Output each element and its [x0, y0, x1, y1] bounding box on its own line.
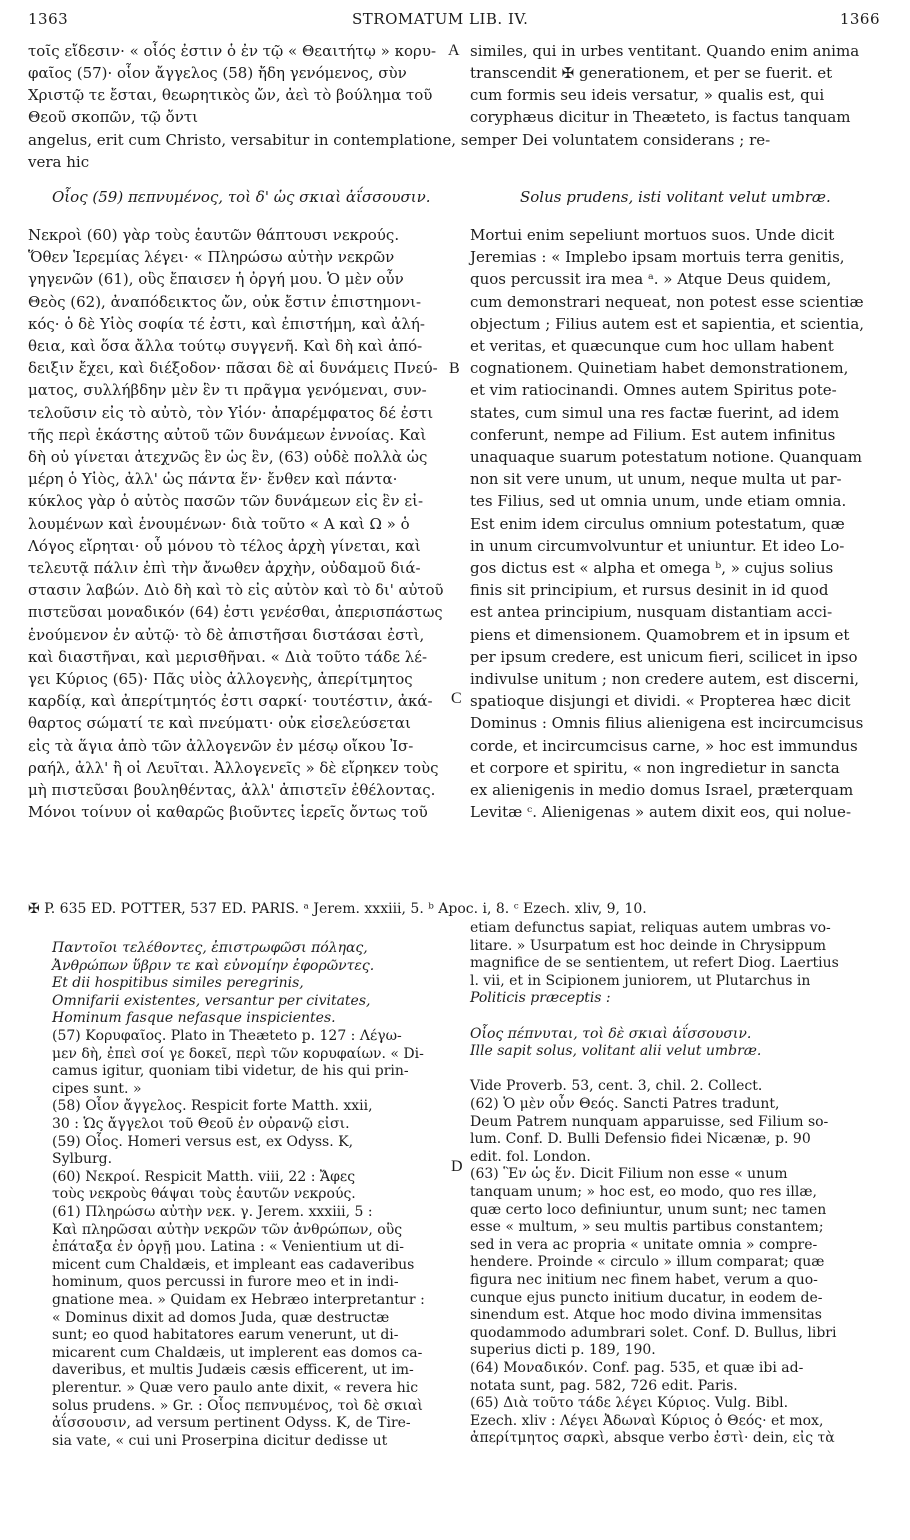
text-line: quodammodo adumbrari solet. Conf. D. Bullus, libri [470, 1324, 837, 1341]
text-line: Omnifarii existentes, versantur per civitates, [52, 992, 371, 1009]
text-line: (57) Κορυφαῖος. Plato in Theæteto p. 127 : Λέγω- [52, 1028, 402, 1044]
reference-line: ✠ P. 635 ED. POTTER, 537 ED. PARIS. ᵃ Jerem. xxxiii, 5. ᵇ Apoc. i, 8. ᶜ Ezech. xliv, 9, 10. [28, 901, 647, 917]
text-line: gnatione mea. » Quidam ex Hebræo interpretantur : [52, 1292, 425, 1308]
text-line: ἀπερίτμητος σαρκὶ, absque verbo ἐστὶ· dein, εἰς τὰ [470, 1430, 835, 1447]
text-line: sinendum est. Atque hoc modo divina immensitas [470, 1307, 822, 1324]
text-line: Μόνοι τοίνυν οἱ καθαρῶς βιοῦντες ἱερεῖς ὄντως τοῦ [28, 803, 428, 822]
text-line: φαῖος (57)· οἷον ἄγγελος (58) ἤδη γενόμενος, σὺν [28, 64, 407, 82]
page-number-left: 1363 [28, 10, 69, 28]
text-line: Vide Proverb. 53, cent. 3, chil. 2. Collect. [470, 1078, 763, 1095]
text-line: et vim ratiocinandi. Omnes autem Spiritus pote- [470, 381, 837, 400]
text-line: Θεοῦ σκοπῶν, τῷ ὄντι [28, 108, 199, 126]
text-line: lum. Conf. D. Bulli Defensio fidei Nicænæ, p. 90 [470, 1131, 811, 1148]
text-line: (60) Νεκροί. Respicit Matth. viii, 22 : Ἄφες [52, 1168, 356, 1185]
text-line: Ezech. xliv : Λέγει Ἀδωναὶ Κύριος ὁ Θεός· et mox, [470, 1412, 824, 1429]
text-line: (65) Διὰ τοῦτο τάδε λέγει Κύριος. Vulg. Bibl. [470, 1395, 789, 1412]
text-line: est antea principium, nusquam distantiam acci- [470, 603, 833, 622]
text-line: Hominum fasque nefasque inspicientes. [52, 1010, 336, 1027]
text-line: δὴ οὐ γίνεται ἀτεχνῶς ἓν ὡς ἓν, (63) οὐδὲ πολλὰ ὡς [28, 448, 428, 466]
text-line-full: vera hic [28, 153, 90, 171]
text-line: (62) Ὁ μὲν οὖν Θεός. Sancti Patres tradunt, [470, 1096, 780, 1112]
text-line: Ὅθεν Ἱερεμίας λέγει· « Πληρώσω αὐτὴν νεκρῶν [28, 248, 395, 267]
text-line: Λόγος εἴρηται· οὗ μόνου τὸ τέλος ἀρχὴ γίνεται, καὶ [28, 536, 421, 555]
text-line: Levitæ ᶜ. Alienigenas » autem dixit eos, qui nolue- [470, 803, 852, 822]
text-line: corde, et incircumcisus carne, » hoc est immundus [470, 736, 858, 755]
text-line: indivulse unitum ; non credere autem, est discerni, [470, 670, 860, 688]
text-line: μὴ πιστεῦσαι βουληθέντας, ἀλλ' ἀπιστεῖν ἐθέλοντας. [28, 781, 436, 799]
text-line: states, cum simul una res factæ fuerint, ad idem [470, 403, 840, 422]
text-line: Ἀνθρώπων ὕβριν τε καὶ εὐνομίην ἐφορῶντες. [52, 957, 375, 974]
text-line: (58) Οἷον ἄγγελος. Respicit forte Matth. xxii, [52, 1098, 373, 1115]
text-line: τελοῦσιν εἰς τὸ αὐτὸ, τὸν Υἱόν· ἀπαρέμφατος δέ ἐστι [28, 403, 434, 422]
margin-letter-b: B [449, 360, 460, 377]
text-line: similes, qui in urbes ventitant. Quando enim anima [470, 42, 860, 60]
text-line: γει Κύριος (65)· Πᾶς υἱὸς ἀλλογενὴς, ἀπερίτμητος [28, 670, 413, 688]
text-line: Est enim idem circulus omnium potestatum, quæ [470, 514, 845, 533]
text-line: καρδίᾳ, καὶ ἀπερίτμητός ἐστι σαρκί· τουτέστιν, ἀκά- [28, 692, 433, 711]
text-line: sed in vera ac propria « unitate omnia » compre- [470, 1236, 818, 1253]
text-line: Mortui enim sepeliunt mortuos suos. Unde dicit [470, 226, 835, 244]
text-line: Καὶ πληρῶσαι αὐτὴν νεκρῶν τῶν ἀνθρώπων, οὓς [52, 1221, 403, 1238]
text-line: unaquaque suarum potestatum notione. Quanquam [470, 448, 862, 466]
text-line: spatioque disjungi et dividi. « Propterea hæc dicit [470, 692, 851, 711]
text-line: gos dictus est « alpha et omega ᵇ, » cujus solius [470, 559, 834, 577]
text-line: Παντοῖοι τελέθοντες, ἐπιστρωφῶσι πόληας, [52, 940, 368, 956]
text-line: Οἷος πέπνυται, τοὶ δὲ σκιαὶ ἀΐσσουσιν. [470, 1025, 752, 1042]
text-line: hominum, quos percussi in furore meo et in indi- [52, 1274, 399, 1291]
text-line: Politicis præceptis : [470, 990, 611, 1007]
text-line: στασιν λαβών. Διὸ δὴ καὶ τὸ εἰς αὐτὸν καὶ τὸ δι' αὐτοῦ [28, 581, 444, 600]
text-line: τελευτᾷ πάλιν ἐπὶ τὴν ἄνωθεν ἀρχὴν, οὐδαμοῦ διά- [28, 559, 421, 577]
margin-letter-c: C [451, 690, 462, 707]
text-line: (63) Ἓν ὡς ἕν. Dicit Filium non esse « unum [470, 1166, 788, 1183]
text-line: 30 : Ὡς ἄγγελοι τοῦ Θεοῦ ἐν οὐρανῷ εἰσι. [52, 1116, 350, 1132]
margin-letter-d: D [451, 1158, 463, 1175]
text-line: superius dicti p. 189, 190. [470, 1342, 656, 1359]
text-line: solus prudens. » Gr. : Οἷος πεπνυμένος, τοὶ δὲ σκιαὶ [52, 1397, 423, 1414]
text-line: (64) Μοναδικόν. Conf. pag. 535, et quæ ibi ad- [470, 1360, 804, 1376]
text-line: objectum ; Filius autem est et sapientia, et scientia, [470, 314, 865, 333]
text-line: Νεκροὶ (60) γὰρ τοὺς ἑαυτῶν θάπτουσι νεκρούς. [28, 226, 400, 244]
text-line: Χριστῷ τε ἔσται, θεωρητικὸς ὤν, ἀεὶ τὸ βούλημα τοῦ [28, 86, 433, 104]
text-line: (59) Οἷος. Homeri versus est, ex Odyss. K, [52, 1133, 354, 1150]
text-line: camus igitur, quoniam tibi videtur, de his qui prin- [52, 1063, 409, 1080]
verse-latin: Solus prudens, isti volitant velut umbræ. [520, 188, 831, 206]
text-line: in unum circumvolvuntur et uniuntur. Et ideo Lo- [470, 536, 845, 555]
text-line: hendere. Proinde « circulo » illum comparat; quæ [470, 1254, 825, 1271]
text-line: πιστεῦσαι μοναδικόν (64) ἐστι γενέσθαι, ἀπερισπάστως [28, 603, 443, 622]
text-line: per ipsum credere, est unicum fieri, scilicet in ipso [470, 647, 858, 666]
text-line: sunt; eo quod habitatores earum venerunt, ut di- [52, 1327, 399, 1344]
text-line: micent cum Chaldæis, et impleant eas cadaveribus [52, 1256, 415, 1273]
text-line: magnifice de se sentientem, ut refert Diog. Laertius [470, 955, 839, 972]
text-line: sia vate, « cui uni Proserpina dicitur dedisse ut [52, 1432, 388, 1449]
text-line: καὶ διαστῆναι, καὶ μερισθῆναι. « Διὰ τοῦτο τάδε λέ- [28, 647, 428, 666]
text-line: θεια, καὶ ὅσα ἄλλα τούτῳ συγγενῆ. Καὶ δὴ καὶ ἀπό- [28, 337, 423, 355]
text-line: ἐπάταξα ἐν ὀργῇ μου. Latina : « Venientium ut di- [52, 1239, 405, 1256]
text-line: tanquam unum; » hoc est, eo modo, quo res illæ, [470, 1184, 817, 1200]
text-line: cognationem. Quinetiam habet demonstrationem, [470, 359, 849, 378]
text-line: tes Filius, sed ut omnia unum, unde etiam omnia. [470, 492, 847, 511]
text-line: esse « multum, » seu multis partibus constantem; [470, 1219, 824, 1236]
margin-letter-a: A [448, 42, 460, 59]
text-line: cipes sunt. » [52, 1080, 142, 1097]
text-line: ἑνούμενον ἐν αὐτῷ· τὸ δὲ ἀπιστῆσαι διστάσαι ἐστὶ, [28, 625, 425, 644]
text-line: Θεὸς (62), ἀναπόδεικτος ὤν, οὐκ ἔστιν ἐπιστημονι- [28, 292, 422, 311]
text-line: εἰς τὰ ἅγια ἀπὸ τῶν ἀλλογενῶν ἐν μέσῳ οἴκου Ἰσ- [28, 736, 414, 755]
text-line-full: angelus, erit cum Christo, versabitur in contemplatione, semper Dei voluntatem considerans ; re- [28, 131, 771, 149]
text-line: non sit vere unum, ut unum, neque multa ut par- [470, 470, 842, 489]
text-line: Deum Patrem nunquam apparuisse, sed Filium so- [470, 1113, 829, 1130]
text-line: edit. fol. London. [470, 1148, 591, 1165]
text-line: ἀΐσσουσιν, ad versum pertinent Odyss. K, de Tire- [52, 1415, 411, 1432]
text-line: litare. » Usurpatum est hoc deinde in Chrysippum [470, 937, 827, 954]
text-line: quos percussit ira mea ᵃ. » Atque Deus quidem, [470, 270, 832, 289]
text-line: Et dii hospitibus similes peregrinis, [52, 975, 304, 992]
text-line: (61) Πληρώσω αὐτὴν νεκ. γ. Jerem. xxxiii, 5 : [52, 1204, 373, 1220]
text-line: figura nec initium nec finem habet, verum a quo- [470, 1272, 818, 1288]
text-line: piens et dimensionem. Quamobrem et in ipsum et [470, 625, 850, 644]
running-title: STROMATUM LIB. IV. [352, 10, 529, 28]
text-line: Jeremias : « Implebo ipsam mortuis terra genitis, [470, 248, 845, 267]
text-line: Sylburg. [52, 1151, 113, 1168]
text-line: μέρη ὁ Υἱὸς, ἀλλ' ὡς πάντα ἕν· ἔνθεν καὶ πάντα· [28, 470, 398, 489]
text-line: plerentur. » Quæ vero paulo ante dixit, « revera hic [52, 1380, 419, 1396]
text-line: ex alienigenis in medio domus Israel, præterquam [470, 781, 854, 799]
text-line: finis sit principium, et rursus desinit in id quod [470, 581, 829, 600]
text-line: « Dominus dixit ad domos Juda, quæ destructæ [52, 1309, 390, 1326]
text-line: τοὺς νεκροὺς θάψαι τοὺς ἑαυτῶν νεκρούς. [52, 1186, 356, 1203]
text-line: Dominus : Omnis filius alienigena est incircumcisus [470, 714, 864, 733]
text-line: Ille sapit solus, volitant alii velut umbræ. [470, 1043, 762, 1060]
text-line: et veritas, et quæcunque cum hoc ullam habent [470, 337, 834, 355]
text-line: ματος, συλλήβδην μὲν ἓν τι πρᾶγμα γενόμεναι, συν- [28, 381, 427, 400]
text-line: λουμένων καὶ ἑνουμένων· διὰ τοῦτο « Α καὶ Ω » ὁ [28, 514, 410, 533]
text-line: cunque ejus puncto initium ducatur, in eodem de- [470, 1289, 823, 1306]
verse-greek: Οἷος (59) πεπνυμένος, τοὶ δ' ὡς σκιαὶ ἀΐσσουσιν. [52, 188, 431, 206]
text-line: τοῖς εἴδεσιν· « οἷός ἐστιν ὁ ἐν τῷ « Θεαιτήτῳ » κορυ- [28, 42, 437, 60]
text-line: etiam defunctus sapiat, reliquas autem umbras vo- [470, 920, 831, 936]
text-line: κός· ὁ δὲ Υἱὸς σοφία τέ ἐστι, καὶ ἐπιστήμη, καὶ ἀλή- [28, 314, 425, 333]
text-line: δειξιν ἔχει, καὶ διέξοδον· πᾶσαι δὲ αἱ δυνάμεις Πνεύ- [28, 359, 438, 378]
text-line: cum formis seu ideis versatur, » qualis est, qui [470, 86, 825, 104]
text-line: micarent cum Chaldæis, ut implerent eas domos ca- [52, 1344, 423, 1361]
text-line: μεν δὴ, ἐπεὶ σοί γε δοκεῖ, περὶ τῶν κορυφαίων. « Di- [52, 1045, 424, 1062]
text-line: κύκλος γὰρ ὁ αὐτὸς πασῶν τῶν δυνάμεων εἰς ἓν εἰ- [28, 492, 424, 511]
text-line: coryphæus dicitur in Theæteto, is factus tanquam [470, 108, 851, 126]
text-line: transcendit ✠ generationem, et per se fuerit. et [470, 64, 833, 82]
text-line: quæ certo loco definiuntur, unum sunt; nec tamen [470, 1201, 827, 1218]
text-line: γηγενῶν (61), οὓς ἔπαισεν ἡ ὀργή μου. Ὁ μὲν οὖν [28, 270, 404, 289]
text-line: conferunt, nempe ad Filium. Est autem infinitus [470, 425, 836, 444]
text-line: τῆς περὶ ἑκάστης αὐτοῦ τῶν δυνάμεων ἐννοίας. Καὶ [28, 425, 427, 444]
text-line: daveribus, et multis Judæis cæsis efficerent, ut im- [52, 1362, 414, 1379]
text-line: ραήλ, ἀλλ' ἢ οἱ Λευῖται. Ἀλλογενεῖς » δὲ εἴρηκεν τοὺς [28, 758, 439, 777]
text-line: cum demonstrari nequeat, non potest esse scientiæ [470, 292, 864, 311]
text-line: θαρτος σώματί τε καὶ πνεύματι· οὐκ εἰσελεύσεται [28, 714, 411, 733]
page-number-right: 1366 [839, 10, 880, 28]
text-line: et corpore et spiritu, « non ingredietur in sancta [470, 758, 840, 777]
text-line: l. vii, et in Scipionem juniorem, ut Plutarchus in [470, 972, 811, 989]
text-line: notata sunt, pag. 582, 726 edit. Paris. [470, 1377, 738, 1394]
